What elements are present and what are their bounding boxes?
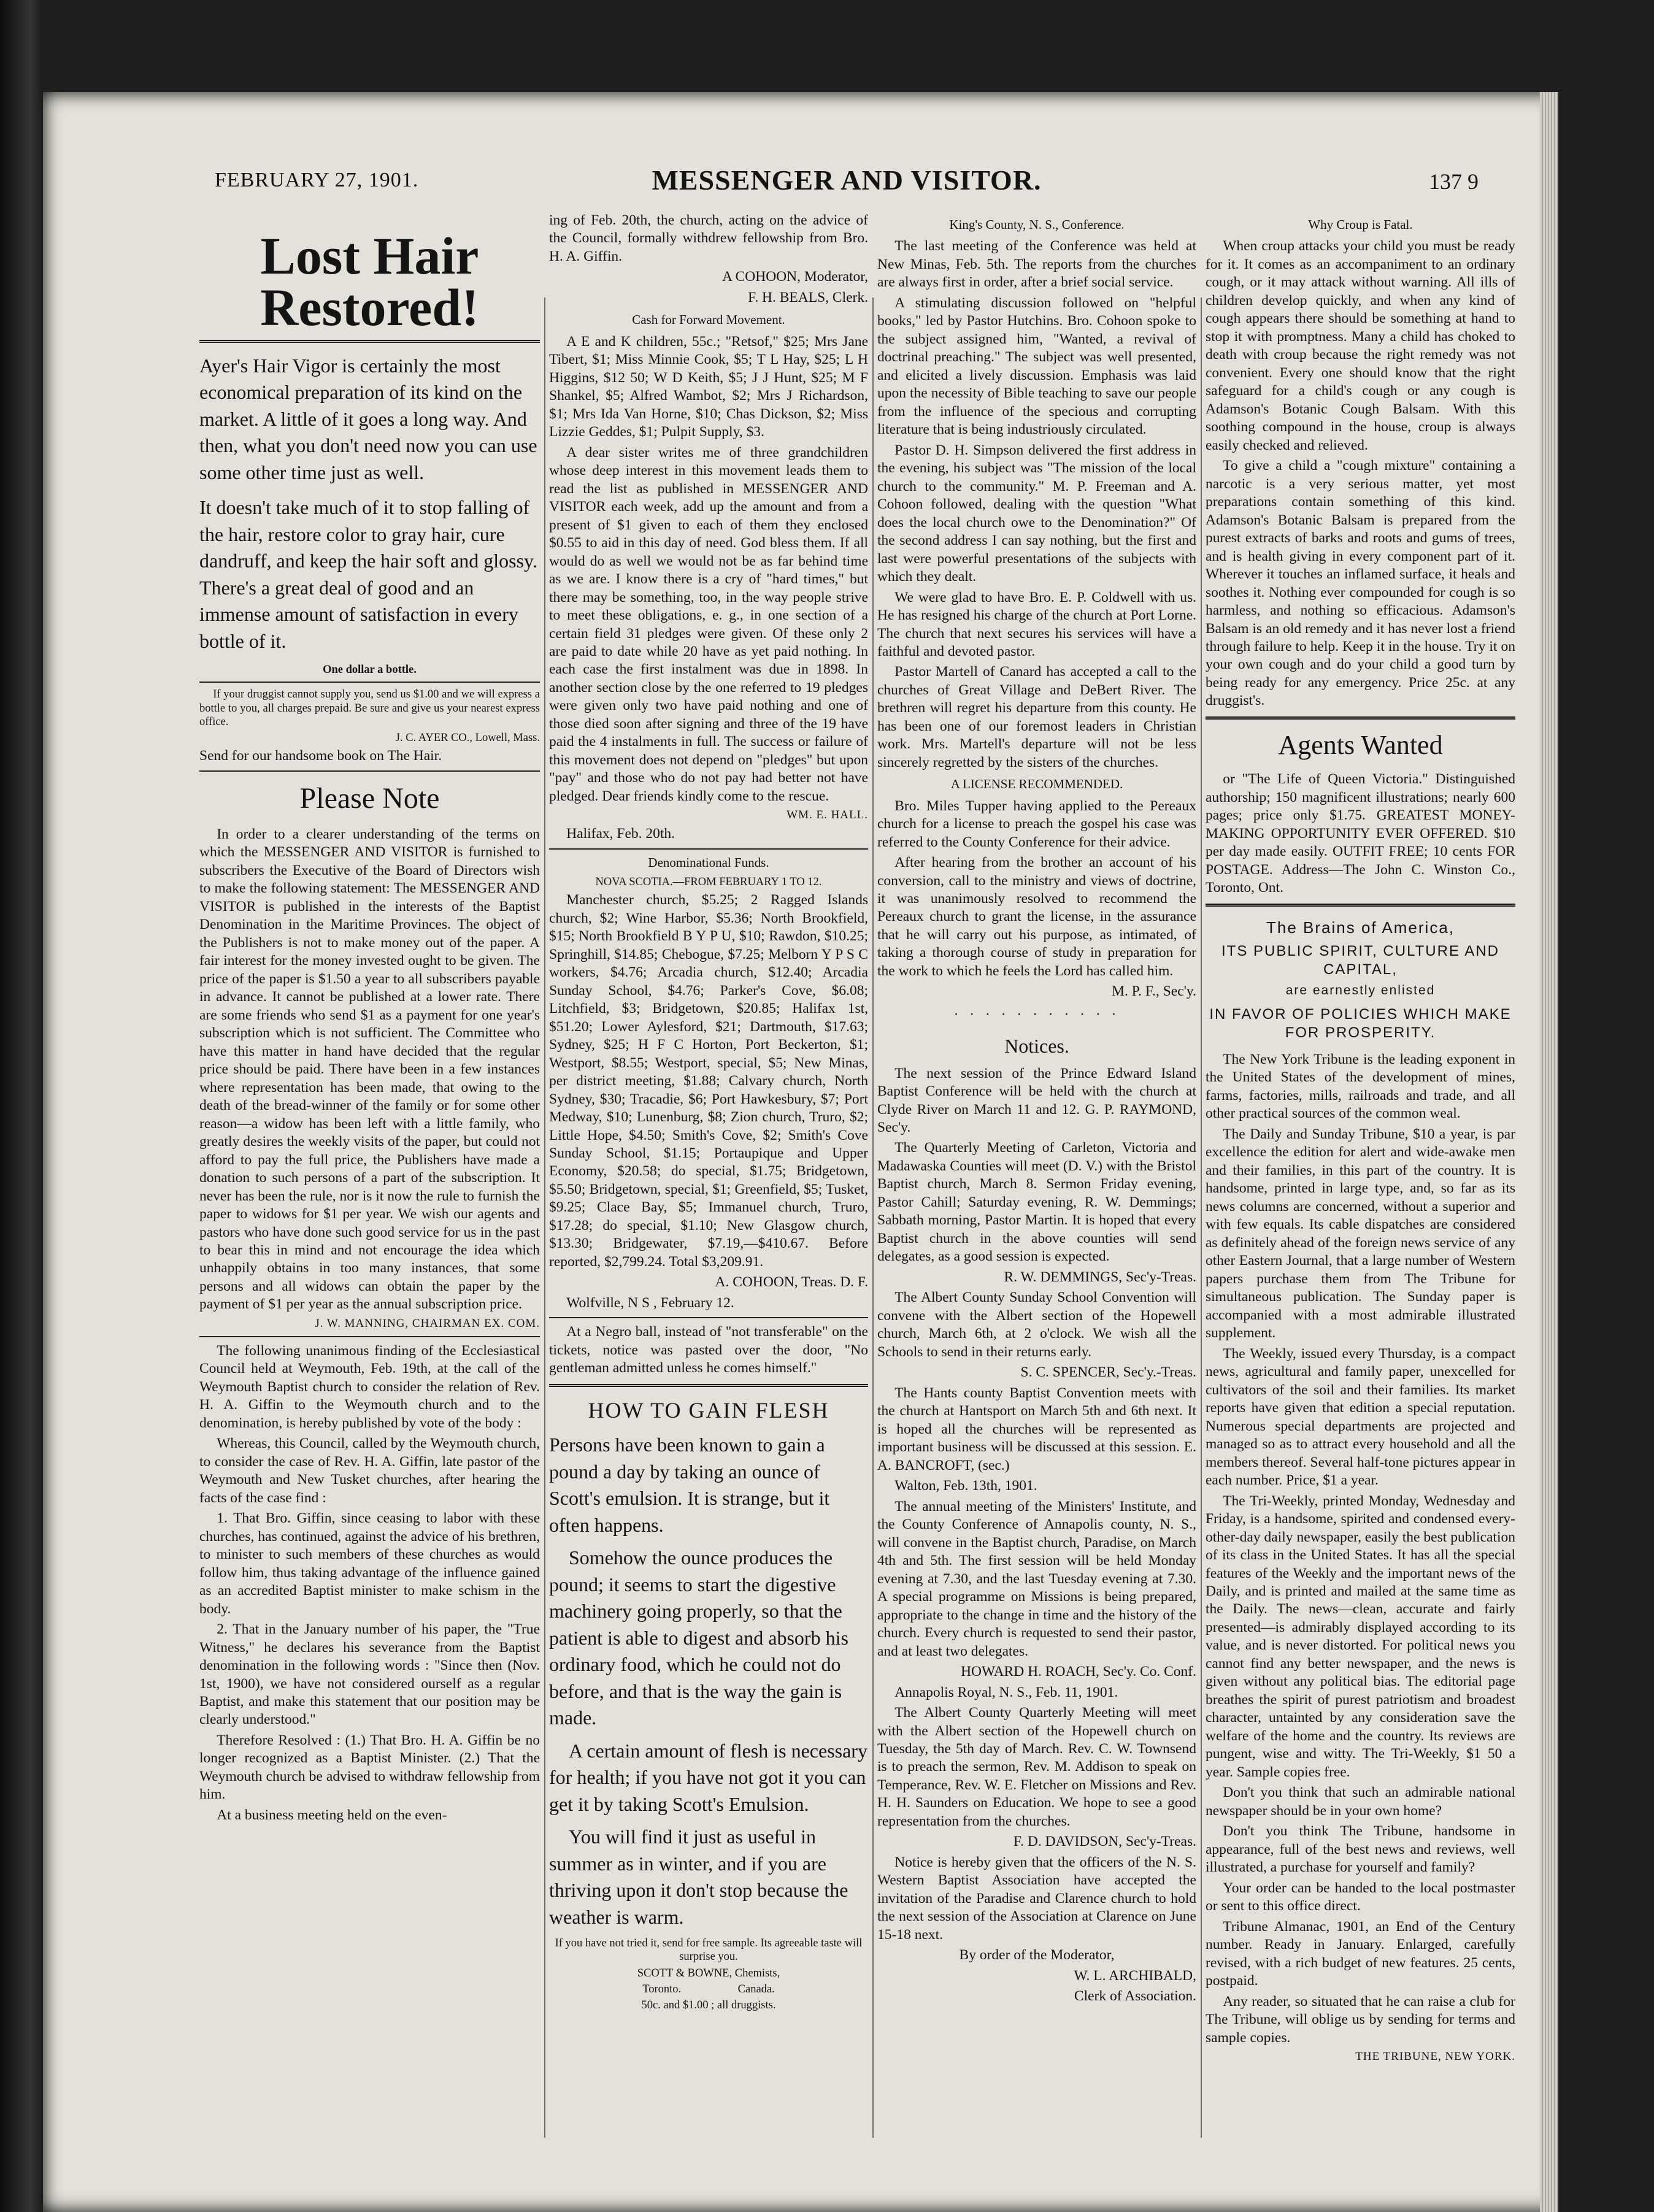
column-2 bbox=[549, 212, 868, 2119]
notice-signature: R. W. DEMMINGS, Sec'y-Treas. bbox=[1004, 1269, 1196, 1285]
flesh-paragraph: You will find it just as useful in summer as in winter, and if you are thriving upon it don't stop because the weather is warm. bbox=[549, 1826, 848, 1928]
flesh-paragraph: A certain amount of flesh is necessary for health; if you have not got it you can get it by taking Scott's Emulsion. bbox=[549, 1739, 867, 1815]
divider bbox=[549, 1317, 868, 1318]
moderator-signature: A COHOON, Moderator, bbox=[722, 269, 868, 285]
clerk-signature: F. H. BEALS, Clerk. bbox=[748, 289, 868, 305]
divider bbox=[1206, 904, 1515, 907]
tribune-paragraph: The Tri-Weekly, printed Monday, Wednesday and Friday, is a handsome, spirited and condensed every-other-day daily newspaper, easily the best publication of its class in the United States. It has all the special features of the Weekly and the important news of the Daily, and is printed and mailed at the same time as the Daily. The news—clean, accurate and fairly presented—is admirably displayed according to its value, and is never distorted. For political news you cannot find any better newspaper, and the news is given without any political bias. The editorial page breathes the spirit of purest patriotism and broadest character, untainted by any consideration save the welfare of the home and the country. Its reviews are pungent, wise and witty. The Tri-Weekly, $1 50 a year. Sample copies free. bbox=[1206, 1492, 1515, 1780]
notice-item: The next session of the Prince Edward Island Baptist Conference will be held with the church at Clyde River on March 11 and 12. G. P. RAYMOND, Sec'y. bbox=[877, 1065, 1196, 1135]
flesh-paragraph: Persons have been known to gain a pound a day by taking an ounce of Scott's emulsion. It is strange, but it often happens. bbox=[549, 1433, 830, 1536]
notices-heading: Notices. bbox=[1004, 1035, 1069, 1058]
brains-line: IN FAVOR OF POLICIES WHICH MAKE FOR PROSPERITY. bbox=[1209, 1005, 1512, 1041]
council-continued: ing of Feb. 20th, the church, acting on the advice of the Council, formally withdrew fellowship from Bro. H. A. Giffin. bbox=[549, 212, 868, 264]
scotts-price: 50c. and $1.00 ; all druggists. bbox=[641, 1999, 776, 2012]
divider bbox=[549, 848, 868, 850]
flesh-small-print: If you have not tried it, send for free sample. Its agreeable taste will surprise you. bbox=[555, 1937, 863, 1964]
column-4 bbox=[1206, 212, 1515, 2107]
agents-heading: Agents Wanted bbox=[1278, 729, 1443, 760]
denom-place: Wolfville, N S , February 12. bbox=[566, 1294, 734, 1311]
masthead-title: MESSENGER AND VISITOR. bbox=[652, 164, 1042, 196]
ayers-ad-body bbox=[199, 353, 540, 655]
cash-signature: WM. E. HALL. bbox=[787, 808, 868, 822]
tribune-paragraph: Don't you think that such an admirable national newspaper should be in your own home? bbox=[1206, 1784, 1515, 1819]
scotts-ad-body bbox=[549, 1432, 868, 1930]
license-paragraph: Bro. Miles Tupper having applied to the Pereaux church for a license to preach the gospel his case was referred to the County Conference for their advice. bbox=[877, 797, 1196, 850]
column-rule bbox=[872, 298, 874, 2138]
kings-heading: King's County, N. S., Conference. bbox=[949, 217, 1125, 232]
cash-heading: Cash for Forward Movement. bbox=[632, 312, 785, 328]
tribune-signature: THE TRIBUNE, NEW YORK. bbox=[1355, 2050, 1515, 2064]
tribune-paragraph: The Daily and Sunday Tribune, $10 a year, is par excellence the edition for alert and wide-awake men and their families, in this part of the country. It is handsome, printed in large type, and, so far as its news columns are concerned, without a superior and with few equals. Its cable dispatches are considered as definitely ahead of the foreign news service of any other Eastern Journal, that a large number of Western papers purchase them from The Tribune for simultaneous publication. The Sunday paper is accompanied with a most admirable illustrated supplement. bbox=[1206, 1126, 1515, 1342]
newspaper-page bbox=[43, 92, 1558, 2212]
column-rule bbox=[544, 298, 545, 2138]
page-edge bbox=[1540, 92, 1558, 2212]
denom-list: Manchester church, $5.25; 2 Ragged Islands church, $2; Wine Harbor, $5.36; North Brookfield, $15; North Brookfield B Y P U, $10; Rawdon, $10.25; Springhill, $14.85; Chebogue, $7.25; Melborn Y P S C workers, $4.76; Arcadia church, $12.40; Arcadia Sunday School, $4.76; Parker's Cove, $6.08; Litchfield, $3; Bridgetown, $20.85; Halifax 1st, $51.20; Lower Aylesford, $21; Dartmouth, $17.63; Sydney, $25; H F C Horton, Port Beckerton, $1; Westport, $8.55; Westport, special, $5; New Minas, per district meeting, $1.88; Calvary church, North Sydney, $30; Tracadie, $6; Port Hawkesbury, $7; Port Medway, $10; Lunenburg, $8; Zion church, Truro, $2; Little Hope, $4.50; Smith's Cove, $2; Smith's Cove Sunday School, $1.15; Portaupique and Upper Economy, $20.58; do special, $1.75; Bridgetown, $5.50; Bridgetown, special, $1; Greenfield, $5; Tusket, $9.25; Clace Bay, $5; Immanuel church, Truro, $17.28; do special, $1.10; New Glasgow church, $13.30; Bridgewater, $7.19,—$410.67. Before reported, $2,799.24. Total $3,209.91. bbox=[549, 892, 868, 1270]
notice-item: The annual meeting of the Ministers' Institute, and the County Conference of Annapolis county, N. S., will convene in the Baptist church, Paradise, on March 4th and 5th. The first session will be held Monday evening at 7.30, and the last Tuesday evening at 7.30. A special programme on Missions is being prepared, appropriate to the change in time and the history of the church. Every church is requested to send their pastor, and at least two delegates. bbox=[877, 1498, 1196, 1659]
divider bbox=[549, 1384, 868, 1387]
croup-heading: Why Croup is Fatal. bbox=[1308, 217, 1413, 232]
ayers-price: One dollar a bottle. bbox=[323, 664, 417, 677]
ayers-small-print: If your druggist cannot supply you, send us $1.00 and we will express a bottle to you, all charges prepaid. Be sure and give us your nearest express office. bbox=[199, 688, 540, 728]
tribune-paragraph: Tribune Almanac, 1901, an End of the Century number. Ready in January. Enlarged, carefully revised, with a rich budget of new features. 25 cents, postpaid. bbox=[1206, 1918, 1515, 1989]
cash-text: A dear sister writes me of three grandchildren whose deep interest in this movement leads them to read the list as published in MESSENGER AND VISITOR each week, add up the amount and from a present of $1 given to each of them they enclosed $0.55 to aid in this day of need. God bless them. If all would do as well we would not be as far behind time as we are. I know there is a cry of "hard times," but there may be something, too, in the way people strive to meet these obligations, e. g., in one section of a certain field 31 pledges were given. Of these only 2 are paid to date while 20 have as yet paid nothing. In each case the first instalment was due in 1898. In another section close by the one referred to 19 pledges were given only two have paid nothing and one of those died soon after signing and three of the 19 have paid the 4 instalments in full. The success or failure of this movement does not depend on "pledges" but upon "pay" and those who do not pay had better not have pledged. Dear friends kindly come to the rescue. bbox=[549, 444, 868, 804]
brains-line: are earnestly enlisted bbox=[1285, 983, 1436, 998]
notice-item: The Hants county Baptist Convention meets with the church at Hantsport on March 5th and 6th next. It is hoped all the churches will be represented as important business will be discussed at this session. E. A. BANCROFT, (sec.) bbox=[877, 1384, 1196, 1473]
tribune-ad-header bbox=[1206, 918, 1515, 1042]
kings-paragraph: A stimulating discussion followed on "helpful books," led by Pastor Hutchins. Bro. Cohoon spoke to the subject assigned him, "Wanted, a revival of doctrinal preaching." The subject was well presented, and elicited a lively discussion. Emphasis was laid upon the necessity of Bible teaching to save our people from the influence of the specious and corrupting literature that is being industriously circulated. bbox=[877, 294, 1196, 438]
please-note-text: In order to a clearer understanding of the terms on which the MESSENGER AND VISITOR is furnished to subscribers the Executive of the Board of Directors wish to make the following statement: The MESSENGER AND VISITOR is published in the interests of the Baptist Denomination in the Maritime Provinces. The object of the Publishers is not to make money out of the paper. A fair interest for the money invested ought to be given. The price of the paper is $1.50 a year to all subscribers payable in advance. It cannot be published at a lower rate. There are some friends who send $1 as a payment for one year's subscription which is not sufficient. The Committee who have this matter in hand have decided that the regular price should be paid. There have been in a few instances where representation has been made, that owing to the death of the bread-winner of the family or for some other reason—a widow has been left with a little family, who greatly desires the weekly visits of the paper, but could not afford to pay the full price, the Publishers have made a donation to such persons of a part of the subscription. It never has been the rule, nor is it now the rule to furnish the paper to widows for $1 per year. We wish our agents and pastors who have done such good service for us in the past to bear this in mind and not encourage the idea which unhappily obtains in too many instances, that some persons and all widows can obtain the paper by the payment of $1 per year as the annual subscription price. bbox=[199, 826, 540, 1313]
license-signature: M. P. F., Sec'y. bbox=[1112, 983, 1196, 1000]
notice-place: Annapolis Royal, N. S., Feb. 11, 1901. bbox=[894, 1684, 1118, 1700]
divider bbox=[199, 340, 540, 343]
notice-item: The Albert County Sunday School Convention will convene with the Albert section of the Hopewell church, March 6th, at 2 o'clock. We wish all the Schools to send in their returns early. bbox=[877, 1289, 1196, 1360]
ayers-paragraph: It doesn't take much of it to stop falling of the hair, restore color to gray hair, cure dandruff, and keep the hair soft and glossy. There's a great deal of good and an immense amount of satisfaction in every bottle of it. bbox=[199, 496, 537, 652]
agents-text: or "The Life of Queen Victoria." Distinguished authorship; 150 magnificent illustrations; nearly 600 pages; price only $1.75. GREATEST MONEY-MAKING OPPORTUNITY EVER OFFERED. $10 per day made easily. OUTFIT FREE; 10 cents FOR POSTAGE. Address—The John C. Winston Co., Toronto, Ont. bbox=[1206, 771, 1515, 896]
council-paragraph: 2. That in the January number of his paper, the "True Witness," he declares his severance from the Baptist denomination in the following words : "Since then (Nov. 1st, 1900), we have not considered ourself as a regular Baptist, and make this statement that our position may be clearly understood." bbox=[199, 1621, 540, 1728]
notice-item: The Albert County Quarterly Meeting will meet with the Albert section of the Hopewell church on Tuesday, the 5th day of March. Rev. C. W. Townsend is to preach the sermon, Rev. M. Addison to speak on Temperance, Rev. W. E. Fletcher on Missions and Rev. H. H. Saunders on Education. We hope to see a good representation from the churches. bbox=[877, 1705, 1196, 1829]
column-rule bbox=[1201, 298, 1202, 2138]
notice-place: Walton, Feb. 13th, 1901. bbox=[894, 1478, 1037, 1494]
negro-ball-item: At a Negro ball, instead of "not transferable" on the tickets, notice was pasted over the door, "No gentleman admitted unless he comes himself." bbox=[549, 1324, 868, 1377]
croup-paragraph: To give a child a "cough mixture" containing a narcotic is a very serious matter, yet most preparations contain something of this kind. Adamson's Botanic Balsam is prepared from the purest extracts of barks and roots and gums of trees, and is health giving in every component part of it. Wherever it touches an inflamed surface, it heals and soothes it. Nothing ever compounded for cough is so harmless, and nothing so efficacious. Adamson's Balsam is an old remedy and it has never lost a friend through failure to help. Keep it in the house. Try it on your own cough and do your child a good turn by being ready for any emergency. Price 25c. at any druggist's. bbox=[1206, 458, 1515, 709]
cash-list: A E and K children, 55c.; "Retsof," $25; Mrs Jane Tibert, $1; Miss Minnie Cook, $5; T L Hay, $25; L H Higgins, $12 50; W D Keith, $5; J J Hunt, $25; M F Shankel, $5; Alfred Wambot, $2; Mrs J Richardson, $1; Mrs Ida Van Horne, $10; Chas Dickson, $2; Miss Lizzie Geddes, $1; Pulpit Supply, $3. bbox=[549, 333, 868, 440]
flesh-paragraph: Somehow the ounce produces the pound; it seems to start the digestive machinery going properly, so that the patient is able to digest and absorb his ordinary food, which he could not do before, and that is the way the gain is made. bbox=[549, 1546, 848, 1729]
page-number: 137 9 bbox=[1429, 169, 1479, 194]
license-paragraph: After hearing from the brother an account of his conversion, call to the ministry and views of doctrine, it was unanimously resolved to recommend the Pereaux church to grant the license, in the assurance that he will carry out his purpose, as intimated, of taking a thorough course of study in preparation for the work to which he feels the Lord has called him. bbox=[877, 854, 1196, 979]
flesh-heading: HOW TO GAIN FLESH bbox=[588, 1397, 829, 1423]
tribune-paragraph: The Weekly, issued every Thursday, is a compact news, agricultural and family paper, unexcelled for cultivators of the soil and their families. Its market reports have given that edition a special reputation. Numerous special departments are projected and managed so as to attract every household and all the members thereof. Several half-tone pictures appear in each number. Price, $1 a year. bbox=[1206, 1345, 1515, 1489]
notice-signature: HOWARD H. ROACH, Sec'y. Co. Conf. bbox=[961, 1664, 1196, 1680]
ayers-headline: Lost Hair Restored! bbox=[260, 226, 479, 337]
page-header bbox=[215, 164, 1479, 205]
ayers-company: J. C. AYER CO., Lowell, Mass. bbox=[395, 731, 540, 744]
croup-paragraph: When croup attacks your child you must be ready for it. It comes as an accompaniment to an ordinary cough, or it may attack without warning. All ills of children develop quickly, and when any kind of cough appears there should be something at hand to stop it with promptness. Many a child has choked to death with croup because the right remedy was not convenient. Every one should know that the right safeguard for a child's cough or any cough is Adamson's Botanic Cough Balsam. With this soothing compound in the house, croup is always easily checked and relieved. bbox=[1206, 238, 1515, 453]
notice-signature: S. C. SPENCER, Sec'y.-Treas. bbox=[1020, 1364, 1196, 1381]
council-paragraph: The following unanimous finding of the Ecclesiastical Council held at Weymouth, Feb. 19th, at the call of the Weymouth Baptist church to consider the relation of Rev. H. A. Giffin to the Weymouth church and to the denomination, is hereby published by vote of the body : bbox=[199, 1342, 540, 1431]
kings-paragraph: Pastor D. H. Simpson delivered the first address in the evening, his subject was "The mission of the local church to the community." M. P. Freeman and A. Cohoon followed, dealing with the question "What does the local church owe to the Denomination?" Of the second address I can say nothing, but the first and last were powerful presentations of the subjects with which they dealt. bbox=[877, 442, 1196, 585]
please-note-heading: Please Note bbox=[299, 781, 440, 815]
tribune-paragraph: Your order can be handed to the local postmaster or sent to this office direct. bbox=[1206, 1880, 1515, 1914]
denom-subheading: NOVA SCOTIA.—FROM FEBRUARY 1 TO 12. bbox=[595, 876, 822, 889]
divider bbox=[1206, 716, 1515, 720]
please-note-signature: J. W. MANNING, CHAIRMAN EX. COM. bbox=[315, 1316, 540, 1330]
divider bbox=[199, 770, 540, 772]
council-paragraph: Whereas, this Council, called by the Weymouth church, to consider the case of Rev. H. A. Giffin, late pastor of the Weymouth and New Tusket churches, after hearing the facts of the case find : bbox=[199, 1435, 540, 1506]
council-paragraph: Therefore Resolved : (1.) That Bro. H. A. Giffin be no longer recognized as a Baptist Minister. (2.) That the Weymouth church be advised to withdraw fellowship from him. bbox=[199, 1732, 540, 1803]
column-1 bbox=[199, 212, 540, 2107]
binding-spine bbox=[0, 0, 43, 2212]
notice-signature: F. D. DAVIDSON, Sec'y-Treas. bbox=[1013, 1834, 1196, 1850]
license-heading: A LICENSE RECOMMENDED. bbox=[950, 777, 1123, 792]
tribune-paragraph: The New York Tribune is the leading exponent in the United States of the development of mines, farms, factories, mills, railroads and trade, and all other practical sources of the common weal. bbox=[1206, 1051, 1515, 1122]
notice-order: By order of the Moderator, bbox=[959, 1947, 1115, 1964]
divider bbox=[199, 1336, 540, 1337]
issue-date: FEBRUARY 27, 1901. bbox=[215, 169, 419, 191]
council-paragraph: At a business meeting held on the even- bbox=[217, 1807, 447, 1823]
scotts-company: SCOTT & BOWNE, Chemists, bbox=[637, 1967, 780, 1980]
separator-dots: · · · · · · · · · · · bbox=[953, 1006, 1120, 1023]
divider bbox=[199, 682, 540, 683]
brains-line: ITS PUBLIC SPIRIT, CULTURE AND CAPITAL, bbox=[1221, 943, 1499, 978]
denom-signature: A. COHOON, Treas. D. F. bbox=[715, 1274, 868, 1291]
council-paragraph: 1. That Bro. Giffin, since ceasing to labor with these churches, has continued, against the advice of his brethren, to minister to such members of these churches as would follow him, thus taking advantage of the influence gained as an accredited Baptist minister to make schism in the body. bbox=[199, 1510, 540, 1617]
notice-item: Notice is hereby given that the officers of the N. S. Western Baptist Association have accepted the invitation of the Paradise and Clarence church to hold the next session of the Association at Clarence on June 15-18 next. bbox=[877, 1854, 1196, 1943]
notice-item: The Quarterly Meeting of Carleton, Victoria and Madawaska Counties will meet (D. V.) with the Bristol Baptist church, March 8. Sermon Friday evening, Pastor Cahill; Saturday evening, R. W. Demmings; Sabbath morning, Pastor Martin. It is hoped that every Baptist church in the above counties will send delegates, as a good session is expected. bbox=[877, 1140, 1196, 1265]
kings-paragraph: The last meeting of the Conference was held at New Minas, Feb. 5th. The reports from the churches are always first in order, after a brief social service. bbox=[877, 238, 1196, 291]
tribune-paragraph: Don't you think The Tribune, handsome in appearance, full of the best news and reviews, well illustrated, a purchase for yourself and family? bbox=[1206, 1823, 1515, 1876]
scotts-city: Toronto. Canada. bbox=[642, 1983, 775, 1995]
ayers-book-offer: Send for our handsome book on The Hair. bbox=[199, 748, 442, 764]
brains-line: The Brains of America, bbox=[1266, 918, 1455, 937]
ayers-paragraph: Ayer's Hair Vigor is certainly the most economical preparation of its kind on the market. A little of it goes a long way. And then, what you don't need now you can use some other time just as well. bbox=[199, 354, 537, 483]
tribune-paragraph: Any reader, so situated that he can raise a club for The Tribune, will oblige us by sending for terms and sample copies. bbox=[1206, 1993, 1515, 2046]
column-3 bbox=[877, 212, 1196, 2107]
cash-place: Halifax, Feb. 20th. bbox=[566, 826, 675, 842]
denom-heading: Denominational Funds. bbox=[648, 854, 769, 870]
notice-signature: W. L. ARCHIBALD, bbox=[1074, 1967, 1196, 1984]
kings-paragraph: We were glad to have Bro. E. P. Coldwell with us. He has resigned his charge of the church at Port Lorne. The church that next secures his services will have a faithful and devoted pastor. bbox=[877, 589, 1196, 659]
kings-paragraph: Pastor Martell of Canard has accepted a call to the churches of Great Village and DeBert River. The brethren will regret his departure from this county. He has been one of our foremost leaders in Christian work. Mrs. Martell's departure will not be less sincerely regretted by the sisters of the churches. bbox=[877, 664, 1196, 770]
notice-signature: Clerk of Association. bbox=[1074, 1988, 1196, 2005]
